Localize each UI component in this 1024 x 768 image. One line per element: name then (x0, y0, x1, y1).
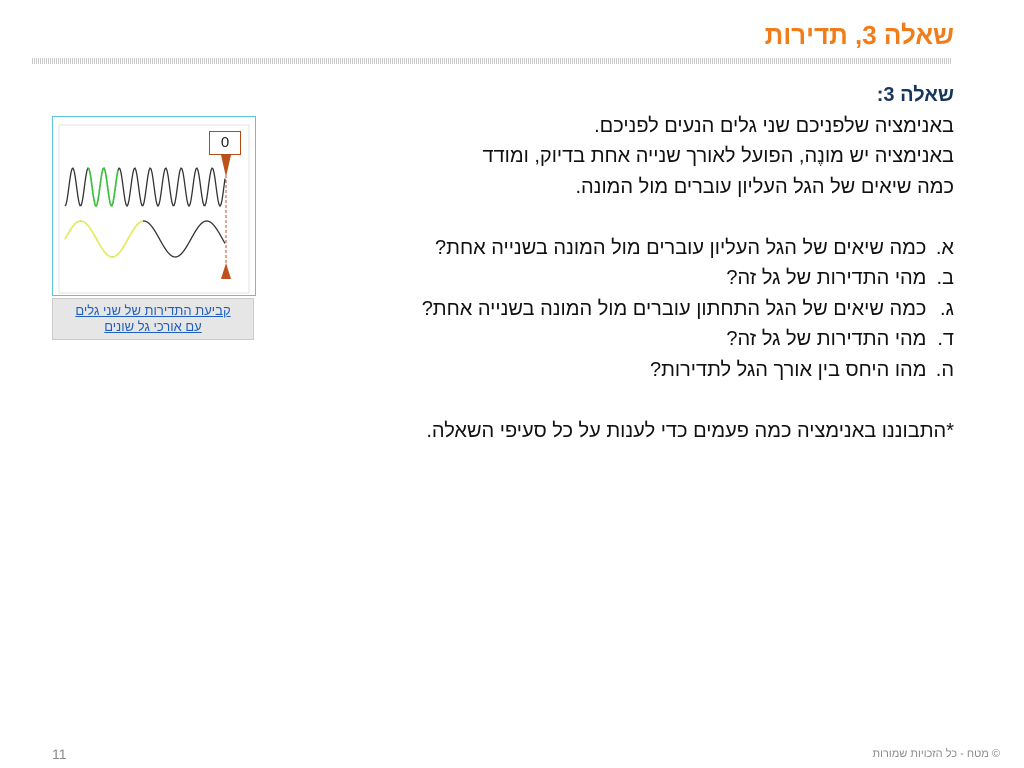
item-text: כמה שיאים של הגל התחתון עוברים מול המונה בשנייה אחת? (421, 297, 927, 320)
item-marker: ד. (937, 328, 954, 350)
question-heading: שאלה 3: (876, 84, 954, 106)
question-item-a (314, 233, 954, 264)
animation-caption (52, 298, 254, 340)
item-text: כמה שיאים של הגל העליון עוברים מול המונה בשנייה אחת? (435, 236, 927, 259)
page-number: 11 (52, 746, 67, 762)
spacer (314, 385, 954, 416)
item-marker: ה. (935, 358, 954, 381)
question-note: *התבוננו באנימציה כמה פעמים כדי לענות על כל סעיפי השאלה. (426, 419, 954, 442)
question-item-e (314, 355, 954, 386)
item-marker: ב. (936, 267, 954, 289)
lower-wave-highlight (65, 221, 143, 257)
upper-wave (65, 168, 225, 206)
question-item-d (314, 324, 954, 355)
item-text: מהי התדירות של גל זה? (726, 267, 927, 289)
item-marker: ג. (939, 297, 954, 320)
title-divider (32, 58, 952, 64)
item-marker: א. (935, 236, 954, 259)
copyright-notice: © מטח - כל הזכויות שמורות (872, 748, 1000, 760)
counter-display: 0 (209, 131, 241, 155)
intro-line: באנימציה שלפניכם שני גלים הנעים לפניכם. (594, 114, 954, 137)
question-item-b (314, 263, 954, 294)
intro-line: כמה שיאים של הגל העליון עוברים מול המונה. (575, 175, 954, 198)
item-text: מהי התדירות של גל זה? (726, 328, 927, 350)
intro-line: באנימציה יש מונֶה, הפועל לאורך שנייה אחת בדיוק, ומודד (482, 145, 954, 167)
counter-bottom-marker (221, 263, 231, 279)
animation-link[interactable]: קביעת התדירות של שני גלים עם אורכי גל שונים (75, 303, 231, 334)
item-text: מהו היחס בין אורך הגל לתדירות? (649, 358, 927, 381)
slide-title: שאלה 3, תדירות (764, 20, 954, 50)
question-body (314, 80, 954, 446)
question-item-c (314, 294, 954, 325)
upper-wave-highlight (88, 168, 118, 206)
spacer (314, 202, 954, 233)
counter-top-marker (221, 155, 231, 177)
